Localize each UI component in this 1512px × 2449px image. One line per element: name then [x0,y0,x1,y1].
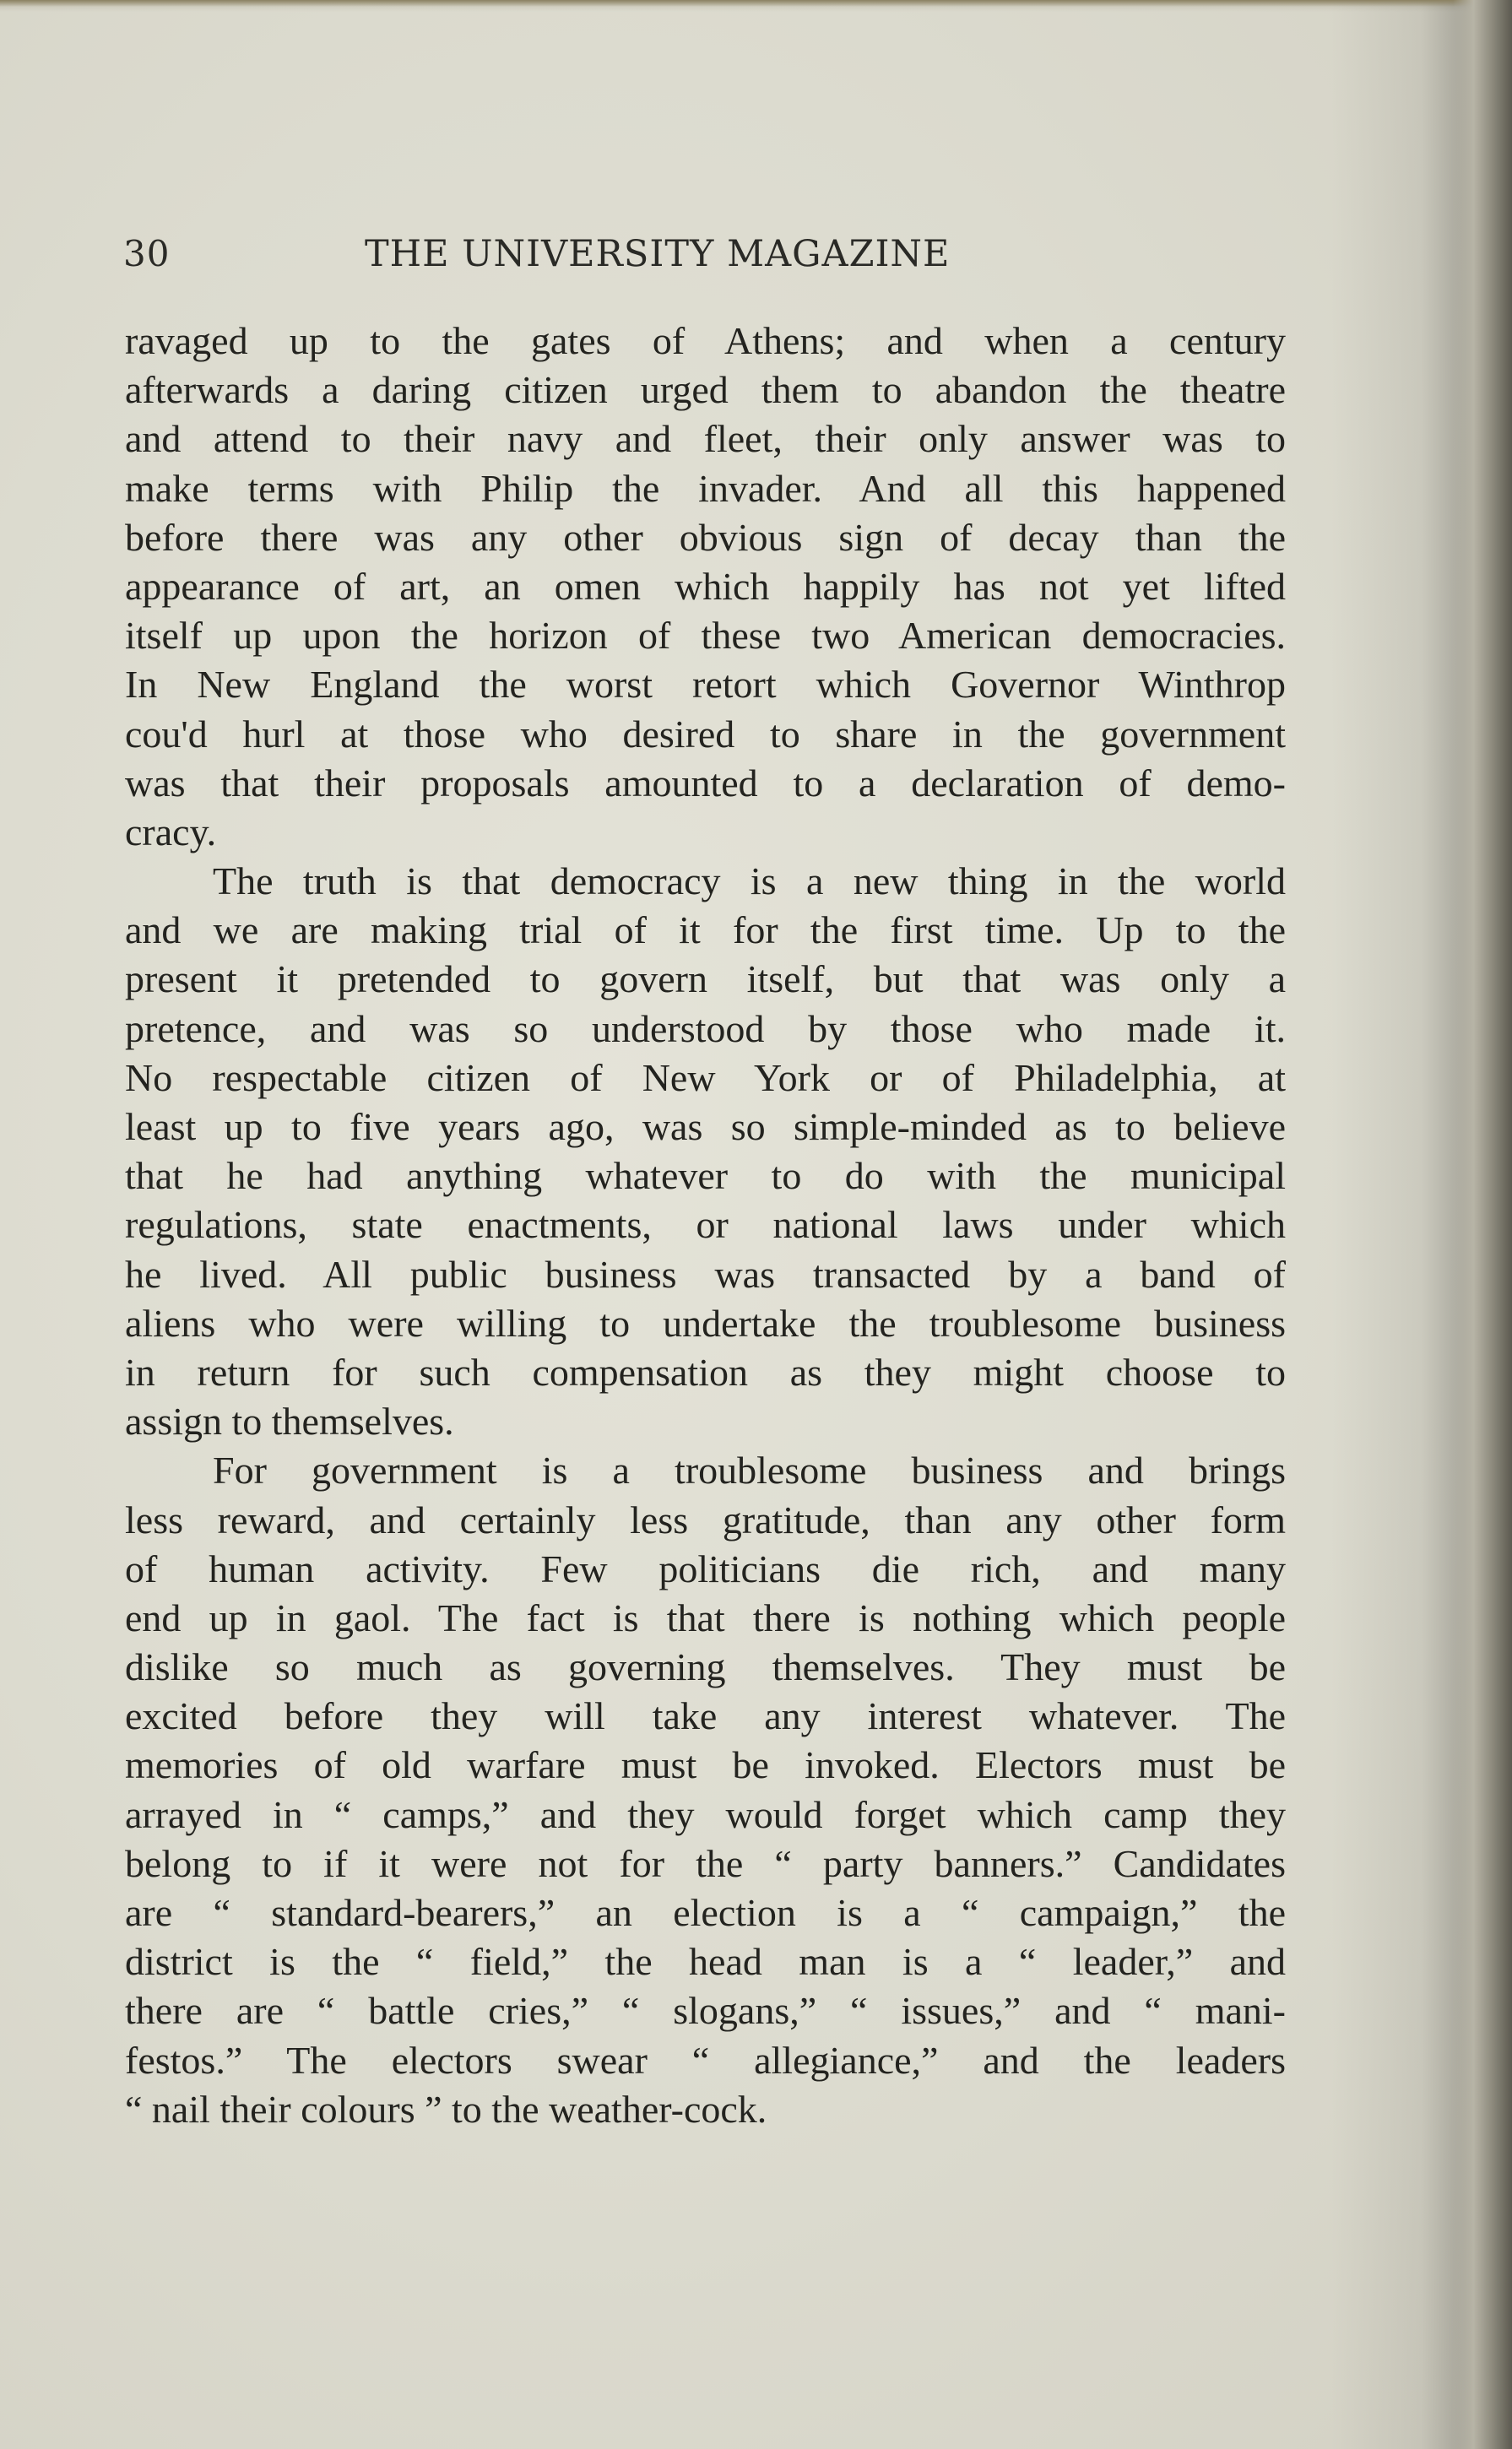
text-line: he lived. All public business was transacted by a band of [125,1252,1286,1296]
page-top-edge [0,0,1512,7]
text-line: memories of old warfare must be invoked. Electors must be [125,1743,1286,1787]
text-line: least up to five years ago, was so simple-minded as to believe [125,1105,1286,1148]
text-line: and attend to their navy and fleet, their only answer was to [125,417,1286,461]
text-line: The truth is that democracy is a new thing in the world [213,859,1286,903]
text-line: and we are making trial of it for the first time. Up to the [125,908,1286,952]
text-line: before there was any other obvious sign of decay than the [125,515,1286,559]
text-line: that he had anything whatever to do with the municipal [125,1154,1286,1198]
text-line: end up in gaol. The fact is that there is nothing which people [125,1596,1286,1639]
text-line: less reward, and certainly less gratitude, than any other form [125,1498,1286,1541]
text-line: arrayed in “ camps,” and they would forget which camp they [125,1792,1286,1836]
body-text [125,317,1286,2134]
text-line: aliens who were willing to undertake the troublesome business [125,1301,1286,1345]
text-line: assign to themselves. [125,1400,454,1444]
text-line: regulations, state enactments, or national laws under which [125,1203,1286,1247]
text-line: ravaged up to the gates of Athens; and when a century [125,319,1286,362]
text-line: appearance of art, an omen which happily has not yet lifted [125,564,1286,608]
page-number: 30 [123,233,171,274]
text-line: district is the “ field,” the head man is a “ leader,” and [125,1940,1286,1984]
text-line: present it pretended to govern itself, but that was only a [125,957,1286,1001]
text-line: “ nail their colours ” to the weather-cock. [125,2087,767,2131]
text-line: cracy. [125,810,217,853]
text-line: excited before they will take any interest whatever. The [125,1694,1286,1738]
text-line: are “ standard-bearers,” an election is a “ campaign,” the [125,1891,1286,1934]
text-line: pretence, and was so understood by those who made it. [125,1006,1286,1050]
text-line: afterwards a daring citizen urged them to abandon the theatre [125,368,1286,412]
text-line: festos.” The electors swear “ allegiance,” and the leaders [125,2038,1286,2082]
text-line: in return for such compensation as they might choose to [125,1350,1286,1394]
text-line: In New England the worst retort which Governor Winthrop [125,663,1286,707]
paragraph-3 [125,1446,1286,2134]
text-line: No respectable citizen of New York or of Philadelphia, at [125,1055,1286,1099]
text-line: of human activity. Few politicians die rich, and many [125,1547,1286,1590]
paragraph-2 [125,857,1286,1446]
running-title: THE UNIVERSITY MAGAZINE [365,233,951,275]
text-line: make terms with Philip the invader. And all this happened [125,466,1286,510]
paragraph-1 [125,317,1286,857]
text-line: was that their proposals amounted to a declaration of demo- [125,761,1286,805]
page-gutter-shadow [1453,0,1512,2449]
text-line: belong to if it were not for the “ party banners.” Candidates [125,1841,1286,1885]
text-line: For government is a troublesome business and brings [213,1449,1286,1493]
text-line: cou'd hurl at those who desired to share in the government [125,712,1286,756]
running-header [123,221,1297,280]
text-line: itself up upon the horizon of these two American democracies. [125,614,1286,658]
text-line: there are “ battle cries,” “ slogans,” “ issues,” and “ mani- [125,1989,1286,2033]
text-line: dislike so much as governing themselves. They must be [125,1645,1286,1689]
